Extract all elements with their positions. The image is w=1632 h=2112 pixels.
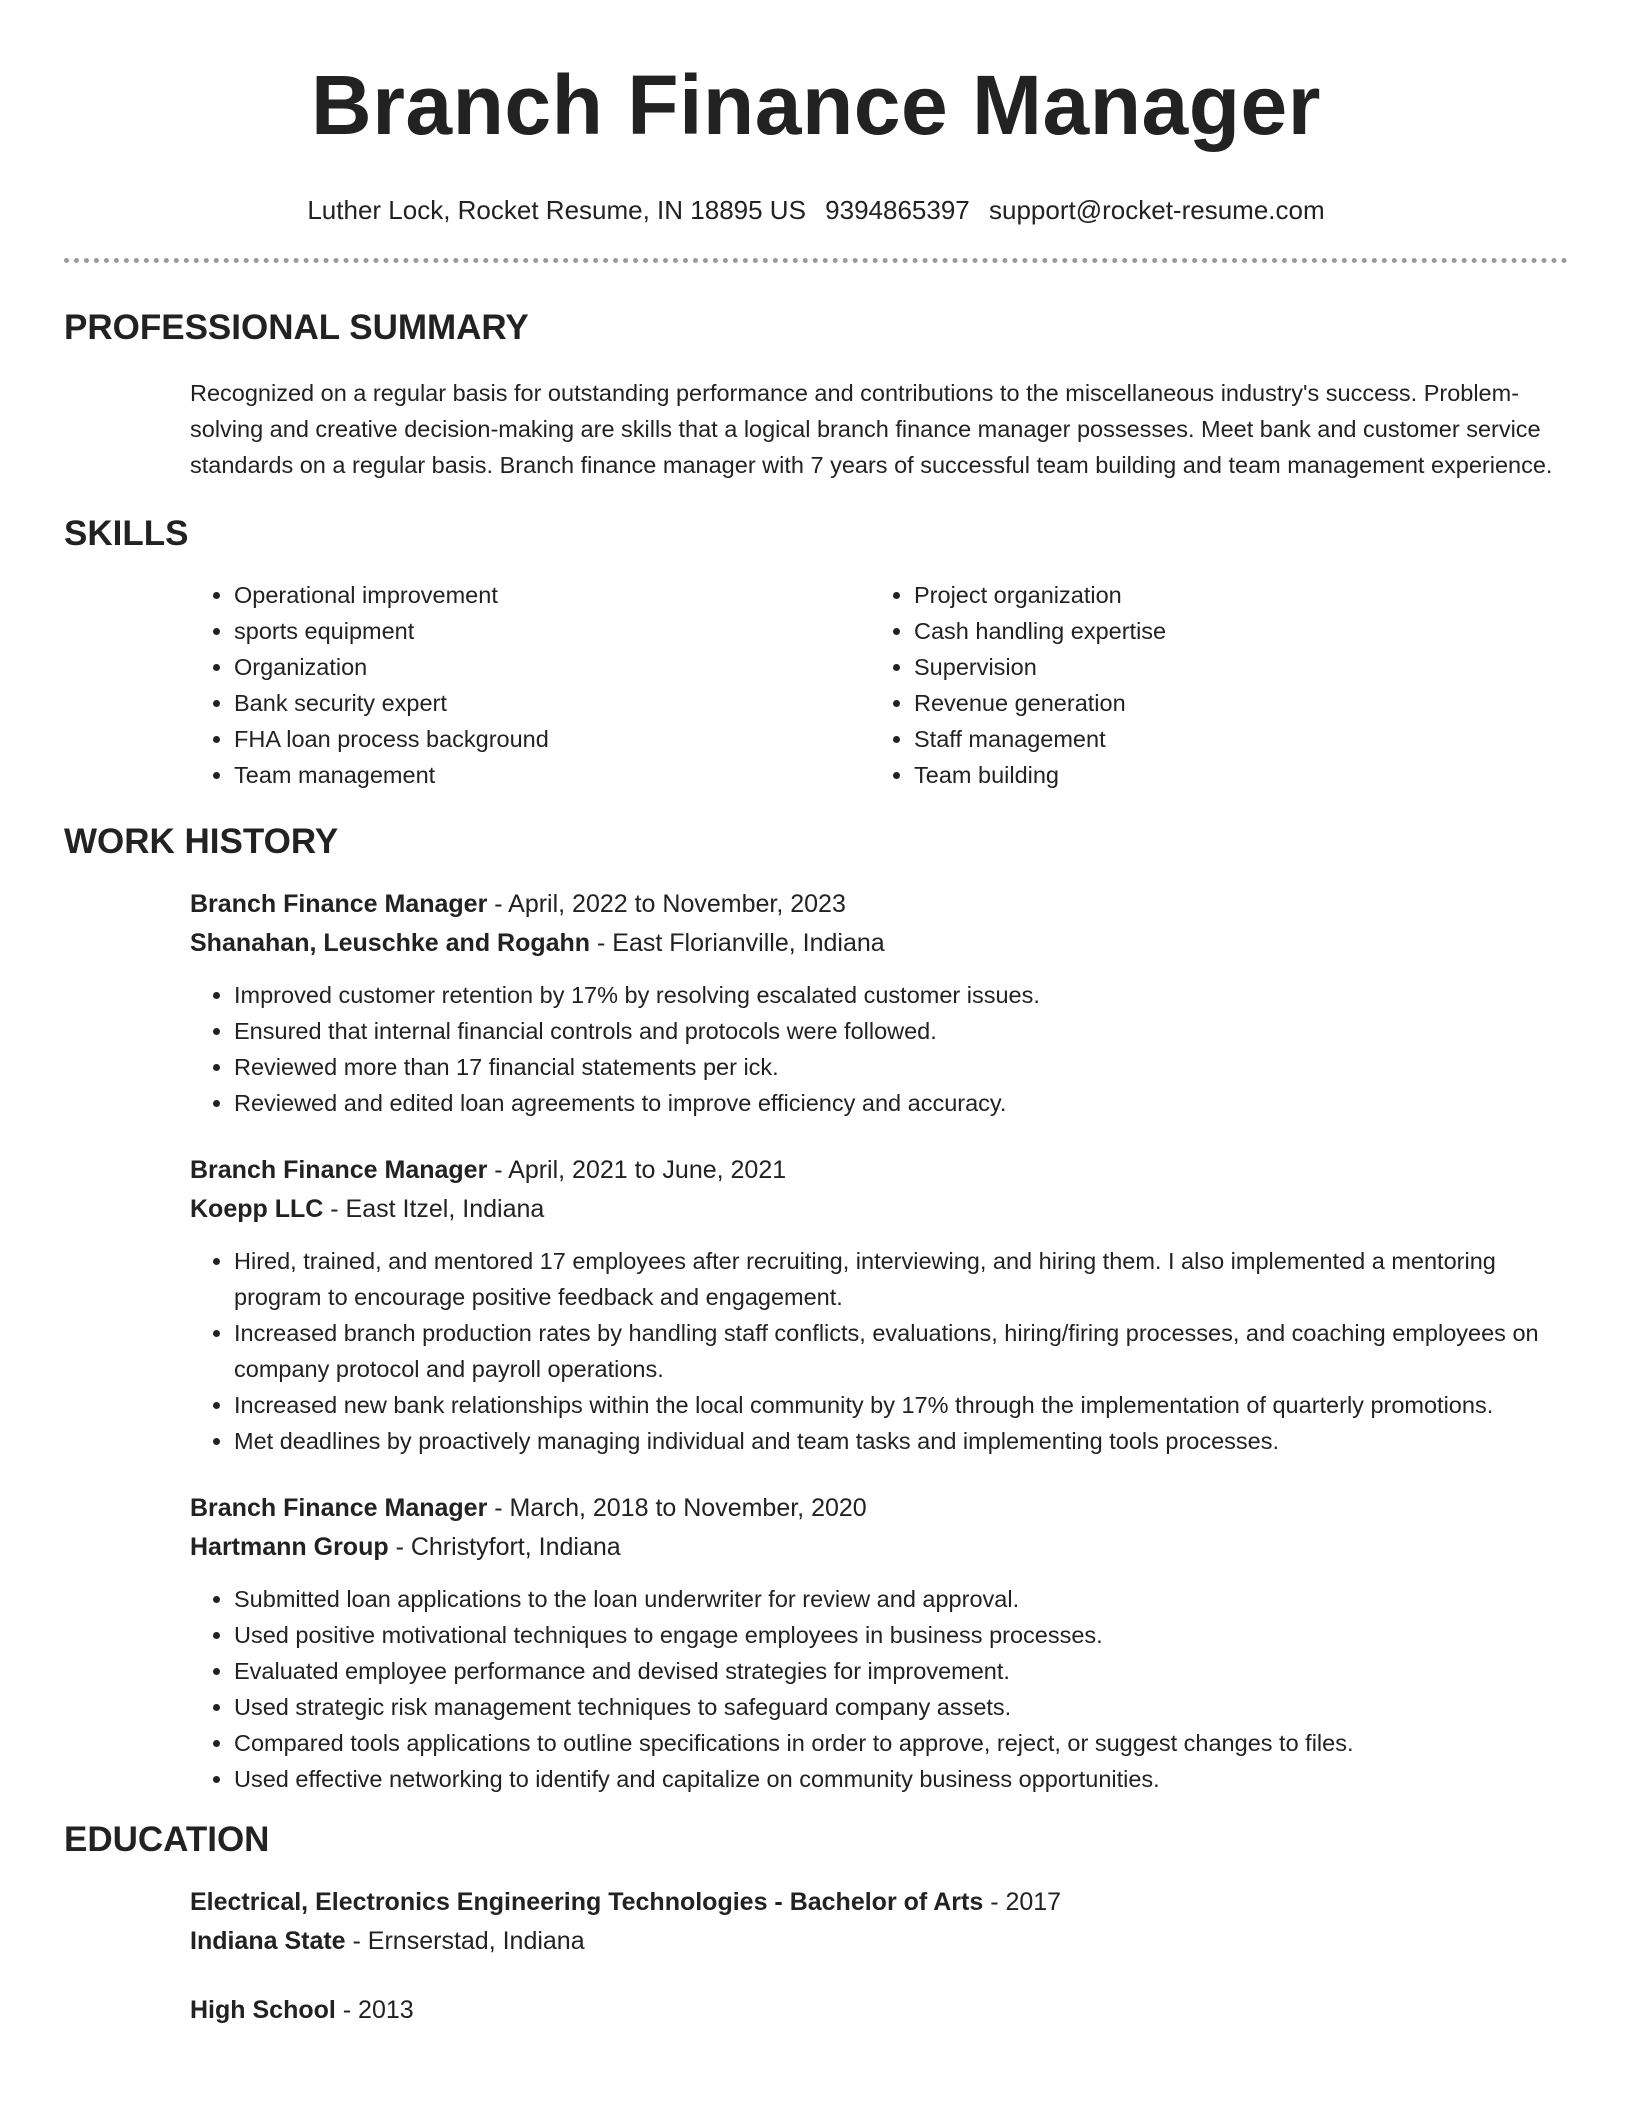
job-title-line bbox=[190, 1151, 1568, 1190]
education-degree-line bbox=[190, 1883, 1568, 1922]
education-entry bbox=[190, 1991, 1568, 2030]
skill-item: • Staff management bbox=[914, 721, 1530, 757]
contact-email: support@rocket-resume.com bbox=[989, 195, 1325, 225]
skill-item: • Cash handling expertise bbox=[914, 613, 1530, 649]
job-entry bbox=[190, 885, 1568, 1121]
skill-item: • sports equipment bbox=[234, 613, 870, 649]
contact-phone: 9394865397 bbox=[825, 195, 970, 225]
education-school: Indiana State bbox=[190, 1927, 346, 1955]
job-location: - Christyfort, Indiana bbox=[388, 1533, 621, 1561]
resume-title: Branch Finance Manager bbox=[311, 58, 1321, 152]
job-company: Shanahan, Leuschke and Rogahn bbox=[190, 929, 591, 957]
job-location: - East Florianville, Indiana bbox=[590, 929, 885, 957]
job-bullet: • Increased new bank relationships within the local community by 17% through the implementation of quarterly promotions. bbox=[234, 1387, 1568, 1423]
job-bullet: • Compared tools applications to outline specifications in order to approve, reject, or suggest changes to files. bbox=[234, 1725, 1568, 1761]
skills-column-left bbox=[190, 577, 870, 793]
job-bullet: • Submitted loan applications to the loan underwriter for review and approval. bbox=[234, 1581, 1568, 1617]
summary-text: Recognized on a regular basis for outstanding performance and contributions to the miscellaneous industry's success. Problem-solving and creative decision-making are skills that a logical branch finance manager possesses. Meet bank and customer service standards on a regular basis. Branch finance manager with 7 years of successful team building and team management experience. bbox=[190, 380, 1553, 478]
job-dates: - April, 2022 to November, 2023 bbox=[487, 890, 846, 918]
job-company: Hartmann Group bbox=[190, 1533, 389, 1561]
job-bullet: • Evaluated employee performance and devised strategies for improvement. bbox=[234, 1653, 1568, 1689]
job-bullet: • Hired, trained, and mentored 17 employees after recruiting, interviewing, and hiring them. I also implemented a mentoring program to encourage positive feedback and engagement. bbox=[234, 1243, 1568, 1315]
job-company: Koepp LLC bbox=[190, 1195, 324, 1223]
contact-address: Luther Lock, Rocket Resume, IN 18895 US bbox=[307, 195, 806, 225]
education-year: - 2013 bbox=[335, 1996, 414, 2024]
skill-item: • Operational improvement bbox=[234, 577, 870, 613]
education-degree: High School bbox=[190, 1996, 336, 2024]
education-location: - Ernserstad, Indiana bbox=[345, 1927, 585, 1955]
education-entry bbox=[190, 1883, 1568, 1961]
job-dates: - April, 2021 to June, 2021 bbox=[487, 1156, 787, 1184]
skills-heading: SKILLS bbox=[64, 514, 189, 553]
job-position: Branch Finance Manager bbox=[190, 1156, 488, 1184]
summary-heading: PROFESSIONAL SUMMARY bbox=[64, 308, 529, 347]
education-year: - 2017 bbox=[983, 1888, 1062, 1916]
job-entry bbox=[190, 1151, 1568, 1459]
job-bullet: • Used strategic risk management techniques to safeguard company assets. bbox=[234, 1689, 1568, 1725]
contact-line bbox=[64, 194, 1568, 226]
skill-item: • Bank security expert bbox=[234, 685, 870, 721]
skill-item: • Project organization bbox=[914, 577, 1530, 613]
job-bullet: • Improved customer retention by 17% by resolving escalated customer issues. bbox=[234, 977, 1568, 1013]
job-company-line bbox=[190, 1190, 1568, 1229]
job-bullets bbox=[190, 1243, 1568, 1459]
job-bullets bbox=[190, 977, 1568, 1121]
job-bullet: • Used positive motivational techniques to engage employees in business processes. bbox=[234, 1617, 1568, 1653]
job-company-line bbox=[190, 1528, 1568, 1567]
header-divider bbox=[64, 258, 1568, 263]
skill-item: • Revenue generation bbox=[914, 685, 1530, 721]
job-bullet: • Met deadlines by proactively managing individual and team tasks and implementing tools processes. bbox=[234, 1423, 1568, 1459]
education-degree-line bbox=[190, 1991, 1568, 2030]
job-title-line bbox=[190, 1489, 1568, 1528]
job-entry bbox=[190, 1489, 1568, 1797]
job-company-line bbox=[190, 924, 1568, 963]
job-bullets bbox=[190, 1581, 1568, 1797]
skill-item: • FHA loan process background bbox=[234, 721, 870, 757]
skill-item: • Team management bbox=[234, 757, 870, 793]
skill-item: • Organization bbox=[234, 649, 870, 685]
skills-column-right bbox=[870, 577, 1530, 793]
work-history-heading: WORK HISTORY bbox=[64, 822, 339, 861]
education-degree: Electrical, Electronics Engineering Technologies - Bachelor of Arts bbox=[190, 1888, 984, 1916]
job-title-line bbox=[190, 885, 1568, 924]
education-heading: EDUCATION bbox=[64, 1820, 270, 1859]
skills-list bbox=[190, 577, 1568, 793]
job-location: - East Itzel, Indiana bbox=[323, 1195, 545, 1223]
job-bullet: • Increased branch production rates by handling staff conflicts, evaluations, hiring/firing processes, and coaching employees on company protocol and payroll operations. bbox=[234, 1315, 1568, 1387]
job-dates: - March, 2018 to November, 2020 bbox=[487, 1494, 867, 1522]
job-position: Branch Finance Manager bbox=[190, 890, 488, 918]
job-bullet: • Reviewed more than 17 financial statements per ick. bbox=[234, 1049, 1568, 1085]
education-school-line bbox=[190, 1922, 1568, 1961]
job-bullet: • Used effective networking to identify and capitalize on community business opportunities. bbox=[234, 1761, 1568, 1797]
job-position: Branch Finance Manager bbox=[190, 1494, 488, 1522]
job-bullet: • Reviewed and edited loan agreements to improve efficiency and accuracy. bbox=[234, 1085, 1568, 1121]
job-bullet: • Ensured that internal financial controls and protocols were followed. bbox=[234, 1013, 1568, 1049]
skill-item: • Team building bbox=[914, 757, 1530, 793]
skill-item: • Supervision bbox=[914, 649, 1530, 685]
